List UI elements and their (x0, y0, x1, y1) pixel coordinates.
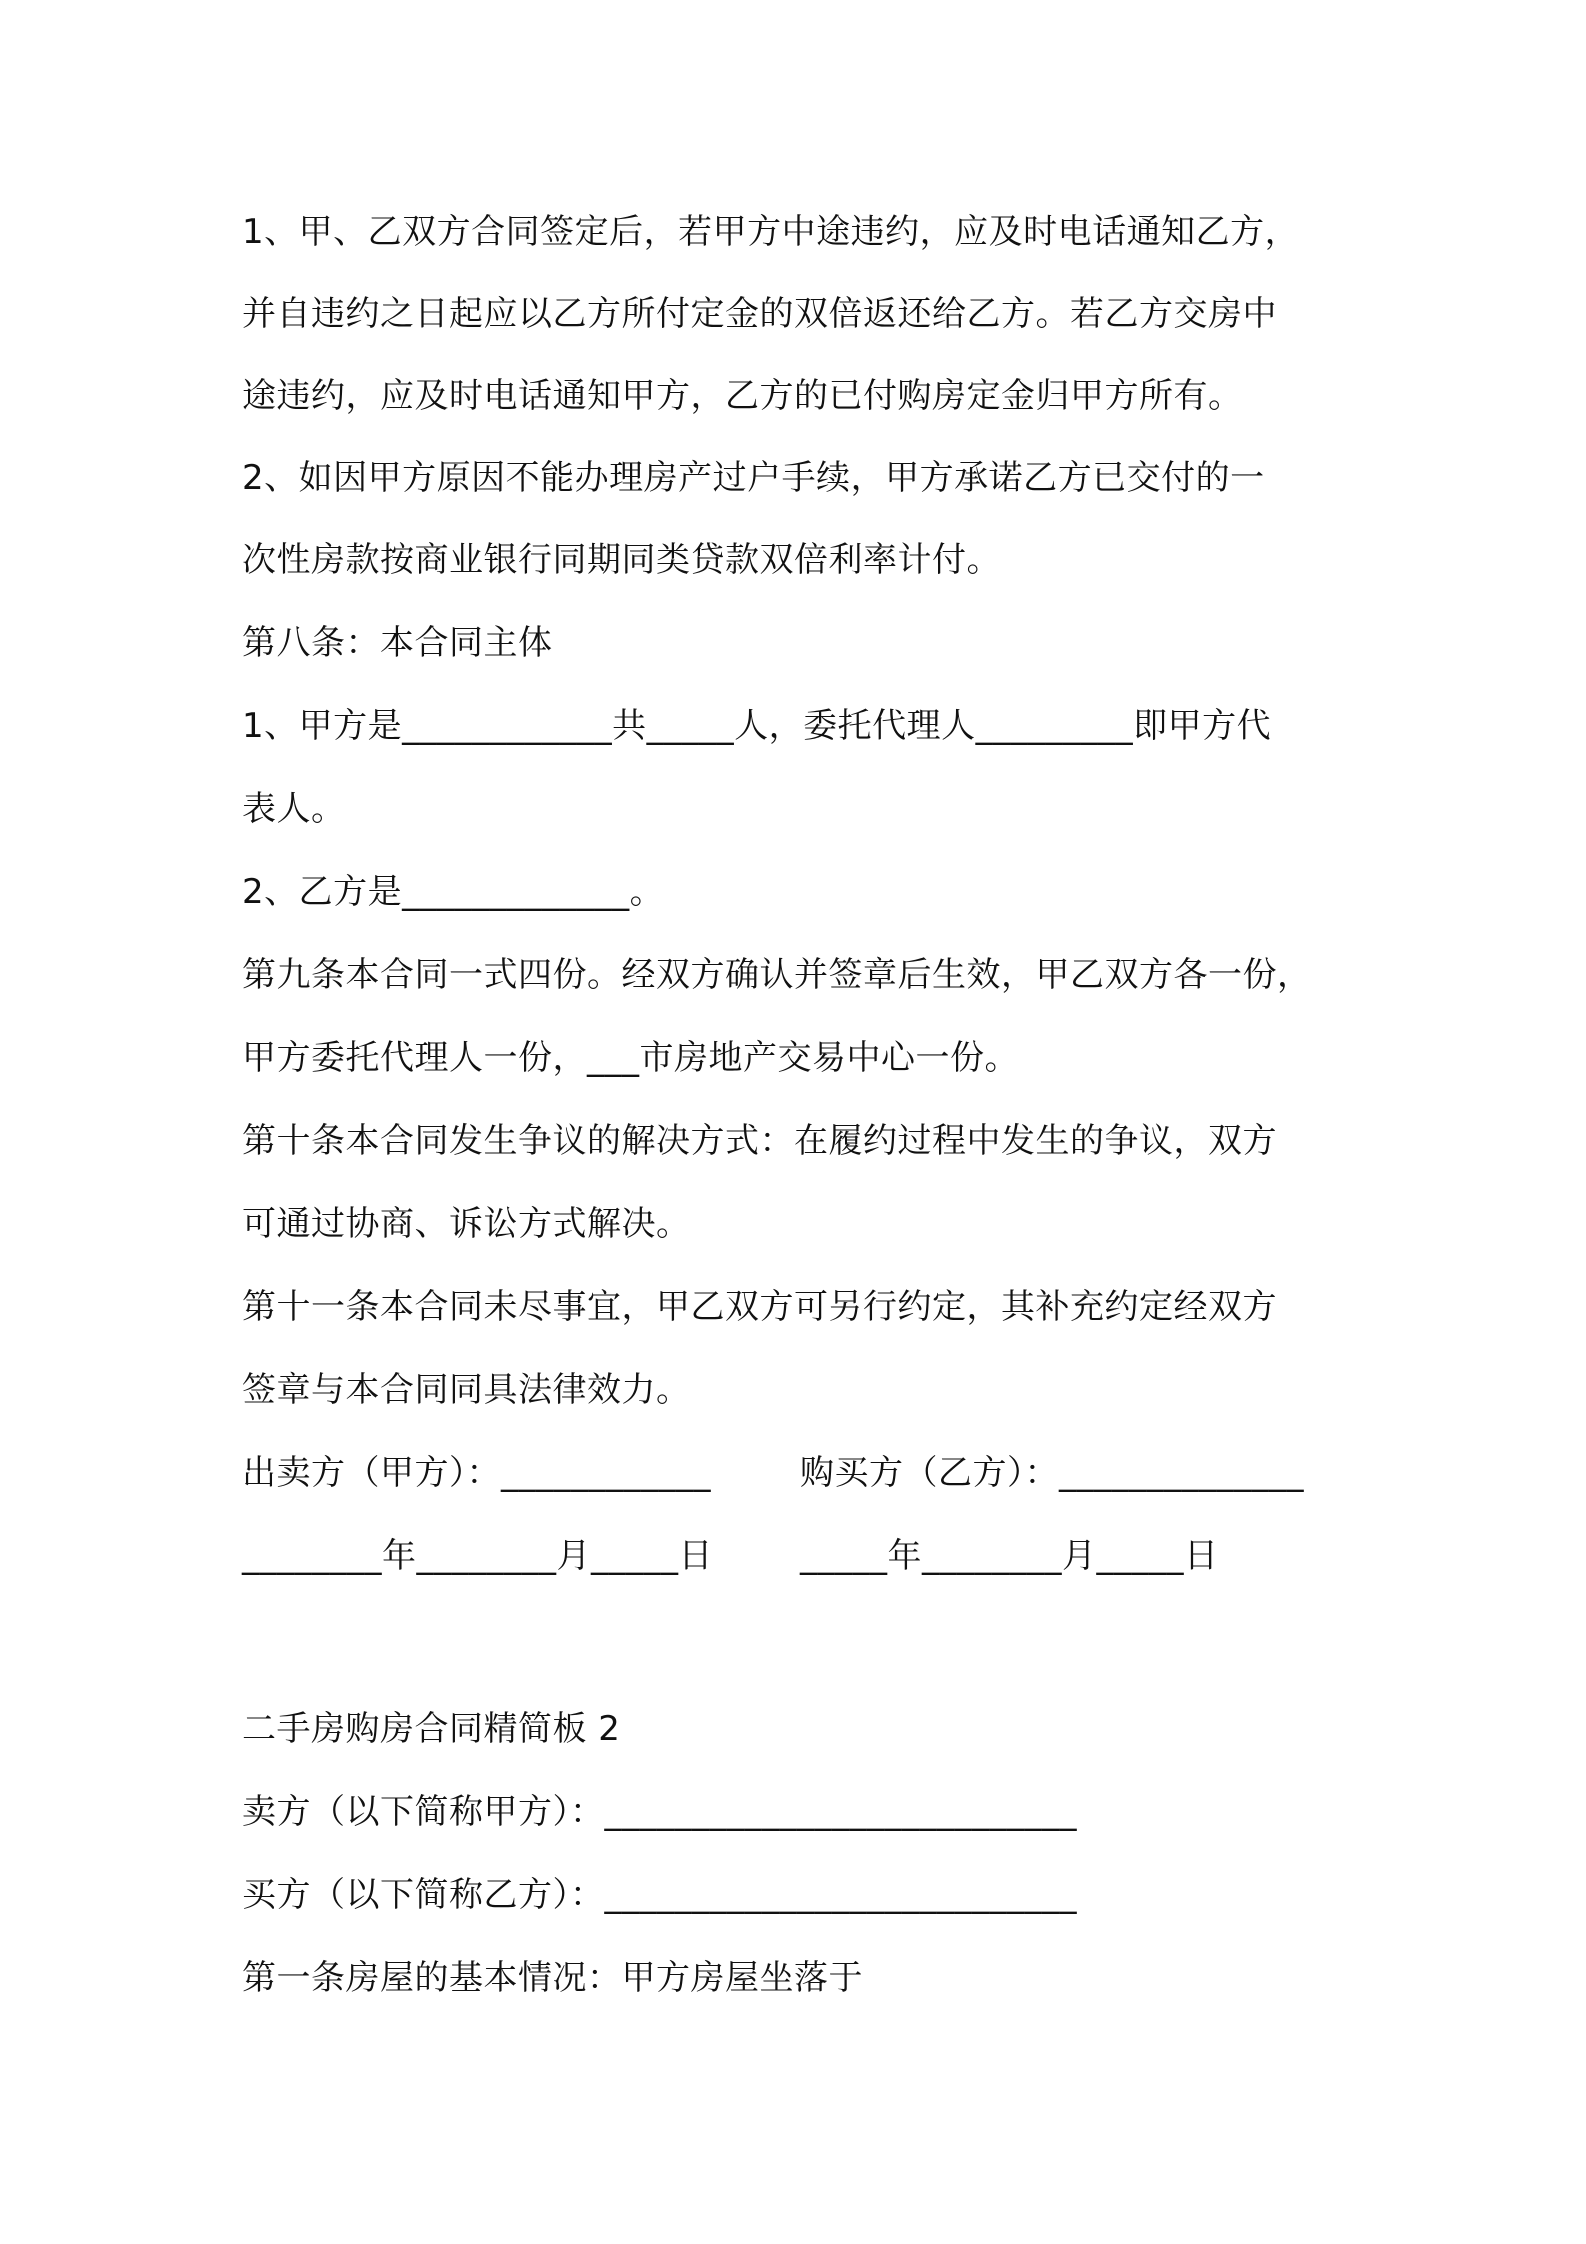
paragraph-line: 甲方委托代理人一份，___市房地产交易中心一份。 (242, 1038, 1019, 1078)
section-title: 二手房购房合同精简板 2 (242, 1709, 621, 1749)
article-heading: 第八条：本合同主体 (242, 623, 553, 663)
buyer-date-field: _____年________月_____日 (800, 1536, 1219, 1576)
paragraph-line: 第十一条本合同未尽事宜，甲乙双方可另行约定，其补充约定经双方 (242, 1287, 1277, 1327)
seller-name-field: 卖方（以下简称甲方）：___________________________ (242, 1792, 1077, 1832)
paragraph-line: 签章与本合同同具法律效力。 (242, 1370, 691, 1410)
paragraph-line: 表人。 (242, 789, 346, 829)
buyer-signature-field: 购买方（乙方）：______________ (800, 1453, 1304, 1493)
paragraph-line: 第十条本合同发生争议的解决方式：在履约过程中发生的争议，双方 (242, 1121, 1277, 1161)
paragraph-line: 途违约，应及时电话通知甲方，乙方的已付购房定金归甲方所有。 (242, 376, 1243, 416)
seller-date-field: ________年________月_____日 (242, 1536, 713, 1576)
paragraph-line: 2、乙方是_____________。 (242, 872, 665, 912)
article-heading: 第一条房屋的基本情况：甲方房屋坐落于 (242, 1958, 863, 1998)
paragraph-line: 可通过协商、诉讼方式解决。 (242, 1204, 691, 1244)
paragraph-line: 1、甲、乙双方合同签定后，若甲方中途违约，应及时电话通知乙方， (242, 212, 1300, 252)
paragraph-line: 次性房款按商业银行同期同类贷款双倍利率计付。 (242, 540, 1001, 580)
seller-signature-field: 出卖方（甲方）：____________ (242, 1453, 711, 1493)
paragraph-line: 并自违约之日起应以乙方所付定金的双倍返还给乙方。若乙方交房中 (242, 294, 1277, 334)
buyer-name-field: 买方（以下简称乙方）：___________________________ (242, 1875, 1077, 1915)
paragraph-line: 2、如因甲方原因不能办理房产过户手续，甲方承诺乙方已交付的一 (242, 458, 1265, 498)
paragraph-line: 1、甲方是____________共_____人，委托代理人_________即甲方代 (242, 706, 1272, 746)
paragraph-line: 第九条本合同一式四份。经双方确认并签章后生效，甲乙双方各一份， (242, 955, 1312, 995)
